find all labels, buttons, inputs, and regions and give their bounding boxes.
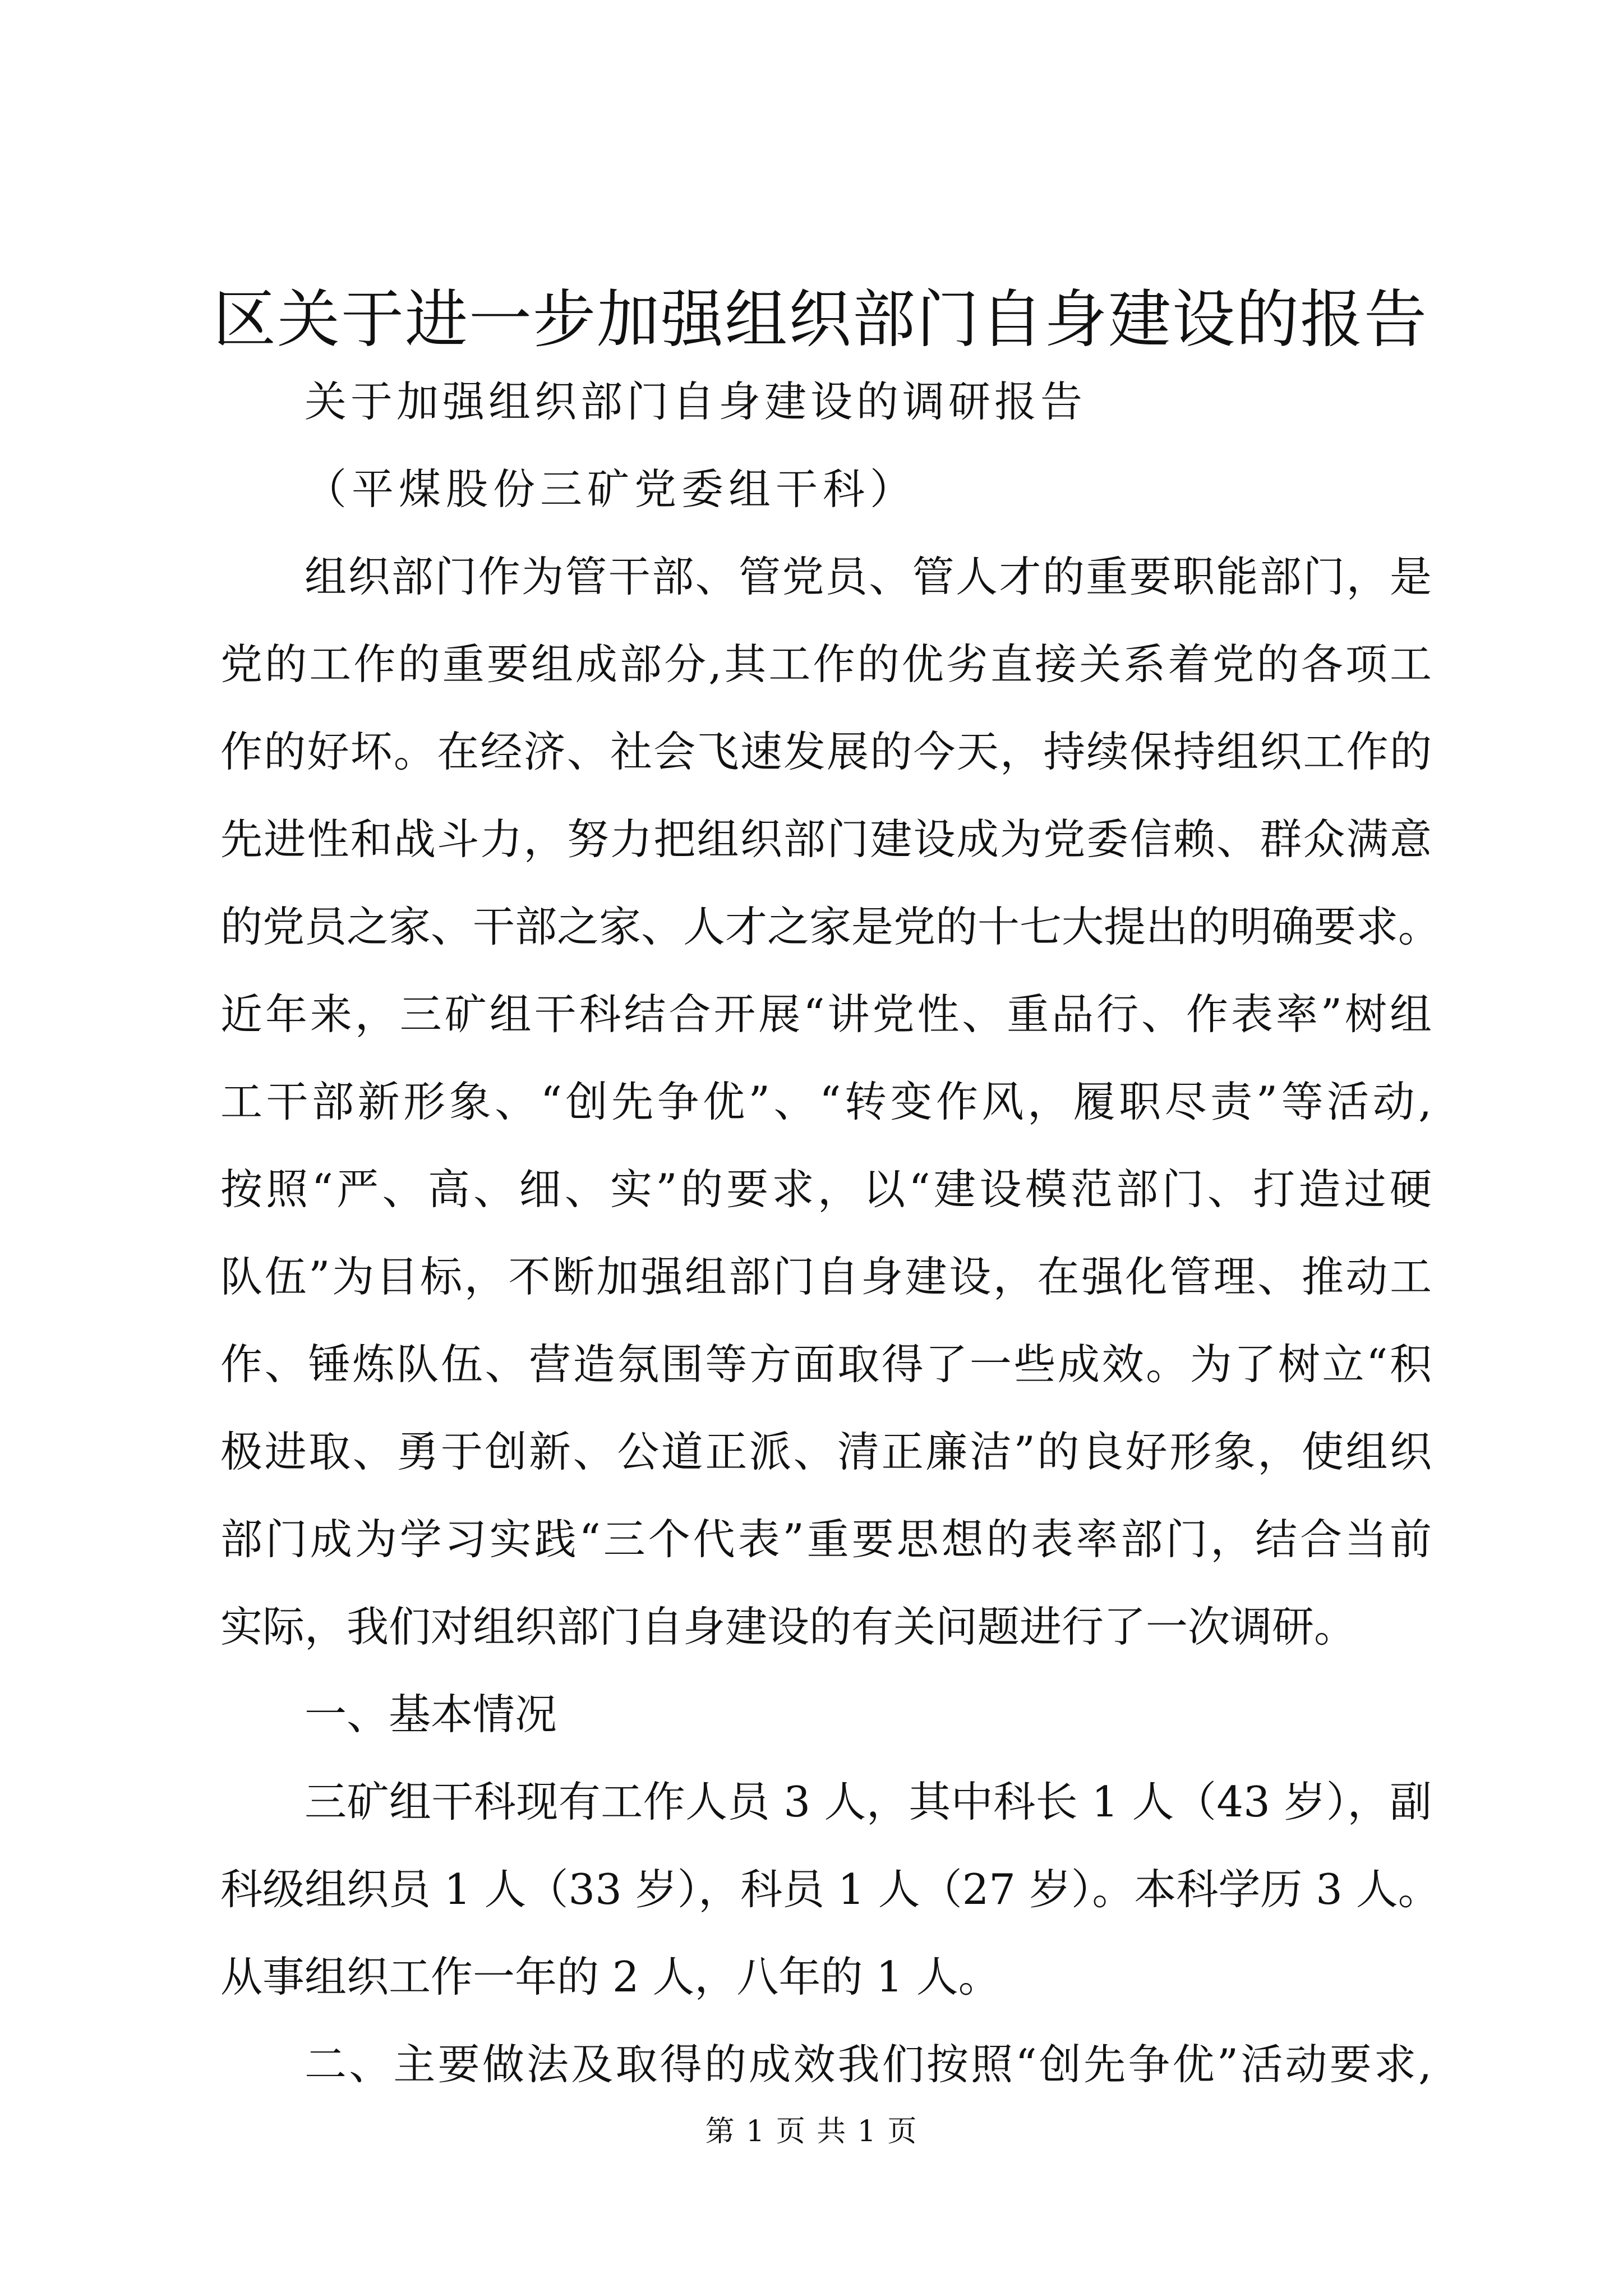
document-title: 区关于进一步加强组织部门自身建设的报告 [213, 283, 1428, 356]
paragraph-line: 先进性和战斗力，努力把组织部门建设成为党委信赖、群众满意 [220, 815, 1432, 864]
paragraph-line: 作、锤炼队伍、营造氛围等方面取得了一些成效。为了树立“积 [220, 1340, 1432, 1389]
paragraph-line: 极进取、勇于创新、公道正派、清正廉洁”的良好形象，使组织 [220, 1427, 1432, 1476]
paragraph-line: 按照“严、高、细、实”的要求，以“建设模范部门、打造过硬 [220, 1165, 1432, 1214]
document-body [220, 358, 1441, 2108]
section-heading-main-practices: 二、主要做法及取得的成效我们按照“创先争优”活动要求, [305, 2040, 1432, 2089]
paragraph-line: 近年来，三矿组干科结合开展“讲党性、重品行、作表率”树组 [220, 990, 1432, 1039]
paragraph-line: 科级组织员 1 人（33 岁），科员 1 人（27 岁）。本科学历 3 人。 [220, 1865, 1440, 1914]
paragraph-line: 三矿组干科现有工作人员 3 人，其中科长 1 人（43 岁），副 [305, 1777, 1432, 1826]
paragraph-line: 从事组织工作一年的 2 人，八年的 1 人。 [220, 1952, 1000, 2001]
section-heading-basic-situation: 一、基本情况 [305, 1690, 557, 1739]
paragraph-staff [220, 1758, 1440, 2021]
paragraph-line: 实际，我们对组织部门自身建设的有关问题进行了一次调研。 [220, 1602, 1357, 1651]
paragraph-line: 队伍”为目标，不断加强组部门自身建设，在强化管理、推动工 [220, 1252, 1432, 1301]
paragraph-line: 的党员之家、干部之家、人才之家是党的十七大提出的明确要求。 [220, 902, 1441, 951]
paragraph-line: 部门成为学习实践“三个代表”重要思想的表率部门，结合当前 [220, 1515, 1432, 1564]
paragraph-intro [220, 533, 1441, 1671]
paragraph-line: 组织部门作为管干部、管党员、管人才的重要职能部门，是 [305, 552, 1432, 601]
paragraph-line: 工干部新形象、“创先争优”、“转变作风，履职尽责”等活动, [220, 1077, 1432, 1126]
report-subtitle: 关于加强组织部门自身建设的调研报告 [305, 377, 1087, 426]
report-organization: （平煤股份三矿党委组干科） [305, 464, 917, 514]
paragraph-line: 党的工作的重要组成部分,其工作的优劣直接关系着党的各项工 [220, 639, 1432, 689]
paragraph-line: 作的好坏。在经济、社会飞速发展的今天，持续保持组织工作的 [220, 727, 1432, 776]
page-footer: 第 1 页 共 1 页 [705, 2115, 918, 2148]
